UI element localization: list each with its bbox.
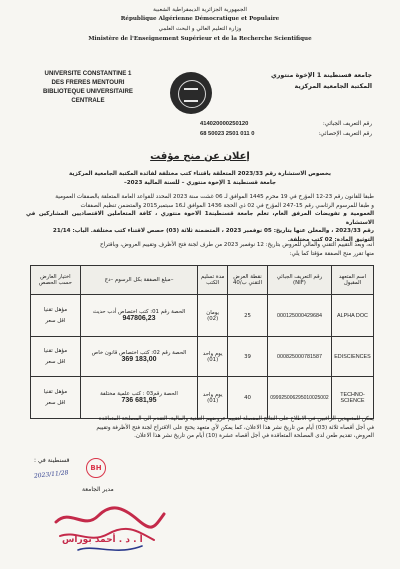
- choice-line: اقل سعر: [45, 400, 66, 406]
- amount-cell: [80, 377, 197, 419]
- score-cell: 40: [228, 377, 268, 419]
- ministry-fr: Ministère de l'Enseignement Supérieur et de la Recherche Scientifique: [88, 36, 312, 42]
- table-row: [31, 337, 374, 377]
- paragraph-line: في أجل أقصاه ثلاثة (03) أيام من تاريخ نشر هذا الاعلان، كما يمكن لأي متعهد يحتج على الاقتراح لجنة فتح الأظرفة وتقييم: [96, 424, 374, 431]
- institution-fr-line1: UNIVERSITE CONSTANTINE 1: [44, 70, 132, 77]
- republic-fr: République Algérienne Démocratique et Populaire: [120, 16, 280, 22]
- delivery-cell: يوم واحد (01): [198, 377, 228, 419]
- delivery-cell: يومان (02): [198, 295, 228, 337]
- notice-title: إعلان عن منح مؤقت: [150, 151, 250, 162]
- paragraph-line: يمكن للمتعهدين الراغبين في الاطلاع على النتائج المفصلة لتقييم عروضهم التقنية والمالية، التقدم الى المصلحة المتعاقدة: [98, 416, 374, 422]
- signature-name: أ . د . أحمد بوراس: [62, 535, 143, 545]
- bidder-cell: [331, 377, 373, 419]
- fiscal-id-number: 414020000250120: [200, 121, 249, 127]
- signature-block: [50, 500, 170, 558]
- bidder-cell: EDISCIENCES: [331, 337, 373, 377]
- choice-line: مؤهل تقنيا: [43, 307, 68, 313]
- nif-cell: 000825000781587: [267, 337, 331, 377]
- lot-label: الحصة رقم03 : كتب علمية مختلفة: [100, 391, 178, 397]
- header-nif: رقم التعريف الجبائي (NIF): [267, 266, 331, 295]
- bidder-name-line: SCIENCE: [340, 397, 365, 404]
- score-cell: 25: [228, 295, 268, 337]
- paragraph-line: و طبقا للمرسوم الرئاسي رقم 15-247 المؤرخ في 02 ذي الحجة 1436 الموافق لـ16 سبتمبر2015 والمتضمن تنظيم الصفقات: [80, 202, 374, 209]
- institution-fr-line2: DES FRERES MENTOURI: [51, 79, 125, 86]
- header-bidder: اسم المتعهد المقبول: [331, 266, 373, 295]
- institution-ar-line1: جامعة قسنطينة 1 الإخوة منتوري: [271, 72, 372, 79]
- header-score: نقطة العرض التقني ب/40: [228, 266, 268, 295]
- university-logo: [170, 72, 212, 114]
- legal-basis-paragraph: [26, 193, 374, 245]
- paragraph-line: أنه، وبعد التقييم التقني والمالي للعروض بتاريخ: 12 نوفمبر 2023 من طرف لجنة فتح الأظرف وتقييم العروض، وباقتراح: [99, 242, 374, 248]
- award-table: [30, 265, 374, 419]
- table-row: [31, 377, 374, 419]
- amount-cell: [80, 337, 197, 377]
- choice-line: مؤهل تقنيا: [43, 348, 68, 354]
- amount-value: 736 681,95: [121, 397, 157, 404]
- amount-cell: [80, 295, 197, 337]
- lot-label: الحصة رقم 02: كتب اختصاص قانون خاص: [91, 350, 187, 356]
- table-header-row: [31, 266, 374, 295]
- paragraph-line: العروض، تقديم طعن لدى المصلحة المتعاقدة في أجل أقصاه عشرة (10) أيام من تاريخ نشر هذا الاعلان.: [134, 433, 374, 440]
- paragraph-line: طبقا للقانون رقم 23-12 المؤرخ في 19 محرم 1445 الموافق لـ 06 غشت سنة 2023 المحدد للقواعد العامة المتعلقة بالصفقات العمومية: [55, 194, 374, 200]
- choice-line: اقل سعر: [45, 318, 66, 324]
- delivery-cell: يوم واحد (01): [198, 337, 228, 377]
- fiscal-id-label: رقم التعريف الجبائي:: [322, 121, 372, 127]
- choice-cell: [31, 295, 81, 337]
- paragraph-line: رقم 2023/33 ، والمعلن عنها بتاريخ: 05 نوفمبر 2023 ، المتضمنة ثلاثة (03) حصص لاقتناء كتب مختلفة. الباب: 21/14: [52, 228, 374, 235]
- choice-cell: [31, 337, 81, 377]
- table-row: [31, 295, 374, 337]
- header-amount: مبلغ الصفقة بكل الرسوم –دج–: [80, 266, 197, 295]
- bidder-name-line: TECHNO-: [340, 391, 365, 398]
- official-stamp: BH: [86, 458, 106, 478]
- nif-cell: 099925006295010025002: [267, 377, 331, 419]
- evaluation-paragraph: [26, 241, 374, 258]
- header-delivery: مدة تسليم الكتب: [198, 266, 228, 295]
- director-title: مدير الجامعة: [82, 486, 114, 493]
- stat-id-number: 68 50023 2501 011 0: [200, 131, 255, 137]
- appeal-paragraph: [26, 415, 374, 441]
- ministry-ar: وزارة التعليم العالي و البحث العلمي: [158, 26, 242, 32]
- score-cell: 39: [228, 337, 268, 377]
- republic-ar: الجمهورية الجزائرية الديمقراطية الشعبية: [153, 7, 247, 13]
- amount-value: 369 183,00: [121, 356, 157, 363]
- choice-line: اقل سعر: [45, 359, 66, 365]
- nif-cell: 000125000429684: [267, 295, 331, 337]
- paragraph-line: منها تقرر منح الصفقة مؤقتا كما يلي:: [289, 250, 374, 257]
- lot-label: الحصة رقم 01: كتب اختصاص أدب حديث: [92, 309, 186, 315]
- signature-stroke: [56, 508, 164, 527]
- handwritten-date: 2023/11/28: [33, 469, 69, 480]
- choice-cell: [31, 377, 81, 419]
- bidder-cell: ALPHA DOC: [331, 295, 373, 337]
- place-label: قسنطينة في :: [34, 457, 70, 464]
- logo-book-icon: [184, 88, 198, 102]
- header-choice: اختيار العارض حسب الحصص: [31, 266, 81, 295]
- amount-value: 947806,23: [122, 315, 156, 322]
- institution-ar-line2: المكتبة الجامعية المركزية: [294, 83, 372, 90]
- stat-id-label: رقم التعريف الإحصائي:: [318, 131, 372, 137]
- notice-subtitle-2: جامعة قسنطينة 1 الإخوة منتوري – للسنة المالية 2023–: [123, 180, 277, 186]
- choice-line: مؤهل تقنيا: [43, 389, 68, 395]
- institution-fr-line4: CENTRALE: [71, 97, 105, 104]
- notice-subtitle-1: بخصوص الاستشارة رقم 2023/33 المتعلقة باقتناء كتب مختلفة لفائدة المكتبة الجامعية المركزية: [69, 171, 331, 177]
- signature-stroke: [78, 546, 142, 550]
- institution-fr-line3: BIBLIOTEQUE UNIVERSITAIRE: [43, 88, 133, 95]
- paragraph-line: العمومية و تفويضات المرفق العام، تعلم جامعة قسنطينة1 الاخوة منتوري ، كافة المتعاملين الاقتصاديين المشاركين في الاستشارة: [26, 211, 374, 226]
- paragraph-line: التوثيق المادة: 02 كتب مختلفة.: [287, 236, 374, 243]
